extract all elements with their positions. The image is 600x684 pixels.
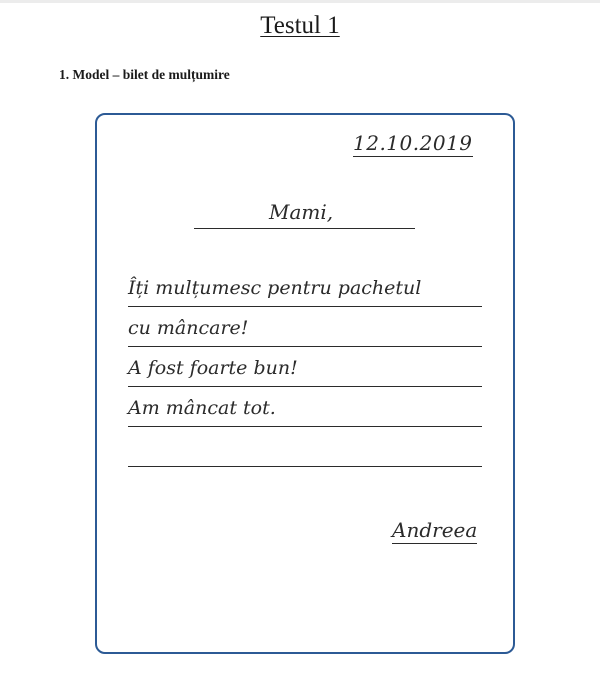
writing-rule-2 — [128, 346, 482, 347]
exercise-heading: 1. Model – bilet de mulțumire — [59, 67, 230, 82]
writing-rule-4 — [128, 426, 482, 427]
thank-you-note-card — [95, 113, 515, 654]
note-signature: Andreea — [392, 518, 478, 542]
note-greeting: Mami, — [269, 200, 334, 224]
writing-rule-5 — [128, 466, 482, 467]
note-line-3: A fost foarte bun! — [128, 357, 298, 379]
page-title: Testul 1 — [260, 12, 340, 39]
note-line-4: Am mâncat tot. — [128, 397, 276, 419]
note-line-2: cu mâncare! — [128, 317, 249, 339]
note-date: 12.10.2019 — [353, 131, 473, 155]
writing-rule-3 — [128, 386, 482, 387]
greeting-underline — [194, 228, 415, 229]
top-divider — [0, 0, 600, 3]
writing-rule-1 — [128, 306, 482, 307]
note-line-1: Îți mulțumesc pentru pachetul — [128, 277, 422, 299]
